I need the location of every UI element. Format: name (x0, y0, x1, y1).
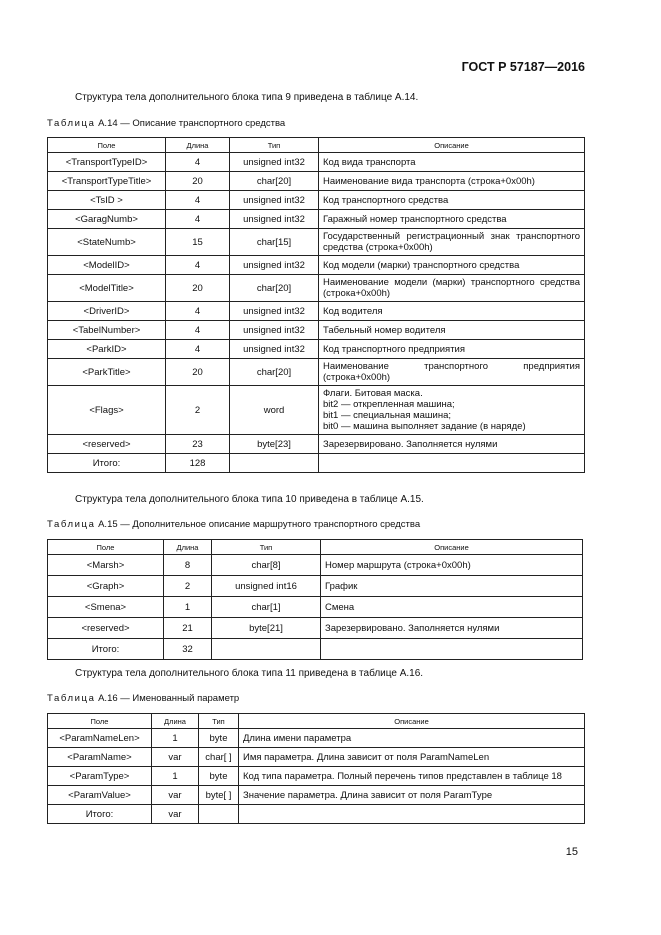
cell-description: Государственный регистрационный знак транспортного средства (строка+0x00h) (319, 229, 585, 256)
cell-field: <GaragNumb> (48, 210, 166, 229)
table-a15 (47, 539, 583, 660)
table-row (48, 555, 583, 576)
cell-type: unsigned int32 (230, 210, 319, 229)
table-row (48, 229, 585, 256)
cell-length: 2 (166, 386, 230, 435)
table-row (48, 321, 585, 340)
column-header-description: Описание (239, 714, 585, 729)
cell-description: Зарезервировано. Заполняется нулями (321, 618, 583, 639)
cell-total-label: Итого: (48, 805, 152, 824)
cell-description: Зарезервировано. Заполняется нулями (319, 435, 585, 454)
caption-text: А.15 — Дополнительное описание маршрутного транспортного средства (98, 519, 421, 530)
cell-description: График (321, 576, 583, 597)
table-row (48, 191, 585, 210)
cell-type: char[20] (230, 275, 319, 302)
caption-word: Таблица (47, 118, 96, 129)
cell-length: 4 (166, 302, 230, 321)
paragraph-table-14: Структура тела дополнительного блока типа 9 приведена в таблице А.14. (75, 92, 419, 103)
cell-length: 4 (166, 210, 230, 229)
cell-type: byte[21] (212, 618, 321, 639)
table-row-total (48, 639, 583, 660)
cell-length: 23 (166, 435, 230, 454)
table-row (48, 172, 585, 191)
cell-length: 1 (152, 767, 199, 786)
cell-length: 8 (164, 555, 212, 576)
table-row (48, 210, 585, 229)
cell-description: Длина имени параметра (239, 729, 585, 748)
cell-type: unsigned int32 (230, 321, 319, 340)
cell-field: <DriverID> (48, 302, 166, 321)
cell-description: Номер маршрута (строка+0x00h) (321, 555, 583, 576)
cell-length: 4 (166, 321, 230, 340)
cell-type: byte (199, 767, 239, 786)
table-row (48, 275, 585, 302)
cell-length: var (152, 748, 199, 767)
table-header-row (48, 714, 585, 729)
cell-description: Табельный номер водителя (319, 321, 585, 340)
cell-total-value: 32 (164, 639, 212, 660)
cell-field: <reserved> (48, 618, 164, 639)
cell-length: 4 (166, 153, 230, 172)
cell-type: char[15] (230, 229, 319, 256)
table-row (48, 340, 585, 359)
caption-table-15 (47, 519, 420, 530)
table-row-total (48, 454, 585, 473)
page-number: 15 (565, 846, 578, 858)
table-row (48, 618, 583, 639)
cell-description: Смена (321, 597, 583, 618)
table-row (48, 597, 583, 618)
paragraph-table-15: Структура тела дополнительного блока типа 10 приведена в таблице А.15. (75, 494, 424, 505)
cell-type: unsigned int16 (212, 576, 321, 597)
cell-type: char[1] (212, 597, 321, 618)
cell-description: Наименование транспортного предприятия (строка+0x00h) (319, 359, 585, 386)
cell-field: <TsID > (48, 191, 166, 210)
column-header-length: Длина (164, 540, 212, 555)
cell-type: unsigned int32 (230, 302, 319, 321)
table-row (48, 767, 585, 786)
column-header-field: Поле (48, 540, 164, 555)
cell-description (319, 386, 585, 435)
table-row (48, 153, 585, 172)
caption-word: Таблица (47, 693, 96, 704)
cell-field: <ParkTitle> (48, 359, 166, 386)
flags-line: bit0 — машина выполняет задание (в наряде) (323, 421, 526, 432)
cell-description: Код транспортного средства (319, 191, 585, 210)
cell-field: <Flags> (48, 386, 166, 435)
column-header-type: Тип (199, 714, 239, 729)
cell-empty (319, 454, 585, 473)
cell-empty (199, 805, 239, 824)
cell-description: Код модели (марки) транспортного средства (319, 256, 585, 275)
cell-type: unsigned int32 (230, 191, 319, 210)
caption-text: А.16 — Именованный параметр (98, 693, 240, 704)
column-header-field: Поле (48, 714, 152, 729)
caption-word: Таблица (47, 519, 96, 530)
caption-text: А.14 — Описание транспортного средства (98, 118, 286, 129)
flags-line: bit2 — открепленная машина; (323, 399, 455, 410)
table-a16 (47, 713, 585, 824)
cell-field: <reserved> (48, 435, 166, 454)
caption-table-16 (47, 693, 239, 704)
cell-type: char[8] (212, 555, 321, 576)
cell-field: <TransportTypeID> (48, 153, 166, 172)
cell-length: 2 (164, 576, 212, 597)
cell-description: Наименование модели (марки) транспортного средства (строка+0x00h) (319, 275, 585, 302)
cell-length: 4 (166, 340, 230, 359)
cell-description: Код транспортного предприятия (319, 340, 585, 359)
cell-type: char[20] (230, 172, 319, 191)
cell-field: <ModelID> (48, 256, 166, 275)
cell-type: char[20] (230, 359, 319, 386)
cell-field: <StateNumb> (48, 229, 166, 256)
cell-length: 4 (166, 191, 230, 210)
table-row (48, 786, 585, 805)
cell-field: <TabelNumber> (48, 321, 166, 340)
cell-type: byte (199, 729, 239, 748)
table-row (48, 435, 585, 454)
cell-empty (321, 639, 583, 660)
cell-total-label: Итого: (48, 454, 166, 473)
document-header: ГОСТ Р 57187—2016 (461, 60, 585, 74)
cell-length: 1 (164, 597, 212, 618)
table-row (48, 576, 583, 597)
cell-description: Значение параметра. Длина зависит от поля ParamType (239, 786, 585, 805)
cell-length: 4 (166, 256, 230, 275)
cell-field: <ParamNameLen> (48, 729, 152, 748)
cell-type: unsigned int32 (230, 256, 319, 275)
column-header-type: Тип (230, 138, 319, 153)
cell-field: <TransportTypeTitle> (48, 172, 166, 191)
column-header-field: Поле (48, 138, 166, 153)
cell-total-value: 128 (166, 454, 230, 473)
cell-length: 20 (166, 172, 230, 191)
column-header-length: Длина (152, 714, 199, 729)
table-header-row (48, 138, 585, 153)
cell-description: Имя параметра. Длина зависит от поля ParamNameLen (239, 748, 585, 767)
cell-description: Код вида транспорта (319, 153, 585, 172)
table-row (48, 256, 585, 275)
cell-empty (230, 454, 319, 473)
flags-line: bit1 — специальная машина; (323, 410, 452, 421)
cell-length: 21 (164, 618, 212, 639)
cell-length: 20 (166, 275, 230, 302)
cell-total-value: var (152, 805, 199, 824)
table-row (48, 748, 585, 767)
cell-type: word (230, 386, 319, 435)
table-row (48, 302, 585, 321)
cell-field: <ParamType> (48, 767, 152, 786)
cell-length: 15 (166, 229, 230, 256)
cell-field: <ParamName> (48, 748, 152, 767)
cell-field: <Graph> (48, 576, 164, 597)
cell-type: char[ ] (199, 748, 239, 767)
table-header-row (48, 540, 583, 555)
cell-type: unsigned int32 (230, 340, 319, 359)
cell-length: var (152, 786, 199, 805)
cell-type: byte[23] (230, 435, 319, 454)
cell-type: unsigned int32 (230, 153, 319, 172)
cell-description: Код типа параметра. Полный перечень типов представлен в таблице 18 (239, 767, 585, 786)
cell-type: byte[ ] (199, 786, 239, 805)
caption-table-14 (47, 118, 285, 129)
column-header-type: Тип (212, 540, 321, 555)
cell-empty (212, 639, 321, 660)
cell-description: Наименование вида транспорта (строка+0x00h) (319, 172, 585, 191)
cell-description: Код водителя (319, 302, 585, 321)
cell-field: <ModelTitle> (48, 275, 166, 302)
cell-length: 20 (166, 359, 230, 386)
column-header-length: Длина (166, 138, 230, 153)
table-row-flags (48, 386, 585, 435)
cell-field: <ParkID> (48, 340, 166, 359)
table-row (48, 359, 585, 386)
column-header-description: Описание (321, 540, 583, 555)
flags-line: Флаги. Битовая маска. (323, 388, 423, 399)
cell-field: <Smena> (48, 597, 164, 618)
cell-description: Гаражный номер транспортного средства (319, 210, 585, 229)
cell-field: <ParamValue> (48, 786, 152, 805)
cell-length: 1 (152, 729, 199, 748)
table-row-total (48, 805, 585, 824)
table-a14 (47, 137, 585, 473)
table-row (48, 729, 585, 748)
column-header-description: Описание (319, 138, 585, 153)
cell-field: <Marsh> (48, 555, 164, 576)
cell-total-label: Итого: (48, 639, 164, 660)
paragraph-table-16: Структура тела дополнительного блока типа 11 приведена в таблице А.16. (75, 668, 424, 679)
cell-empty (239, 805, 585, 824)
